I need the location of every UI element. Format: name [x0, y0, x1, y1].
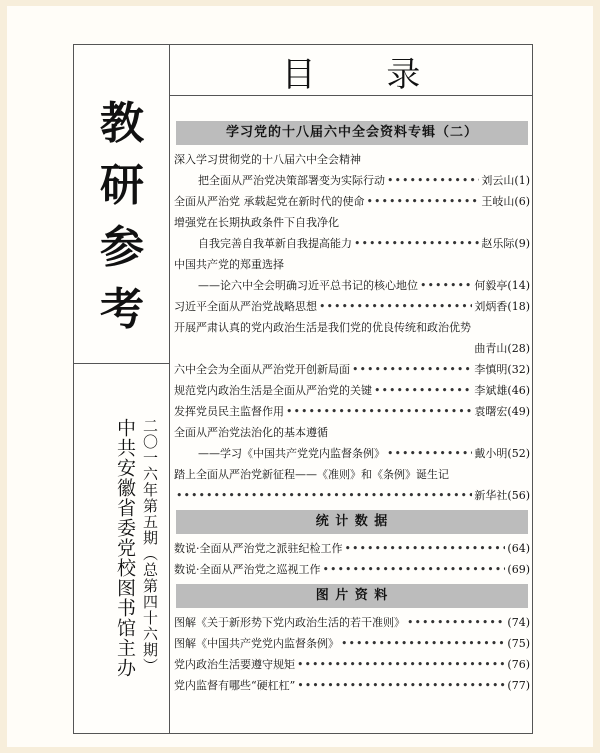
page-title: 目 录: [281, 54, 451, 95]
toc-entry-author-page: 王岐山(6): [481, 195, 530, 208]
toc-entry-text: ——论六中全会明确习近平总书记的核心地位: [198, 279, 418, 292]
toc-entry-author-page: 袁曙宏(49): [474, 405, 530, 418]
dot-leader: [176, 485, 472, 506]
toc-entry-text: 图解《中国共产党党内监督条例》: [174, 637, 339, 650]
toc-entry: [174, 401, 530, 422]
toc-entry-author-page: (64): [507, 542, 530, 555]
publisher: 中共安徽省委党校图书馆主办: [114, 418, 136, 678]
toc-entry-title: 增强党在长期执政条件下自我净化: [174, 216, 339, 229]
toc-entry-text: 党内政治生活要遵守规矩: [174, 658, 295, 671]
toc-entry-author-page: (74): [507, 616, 530, 629]
toc-entry-title: 中国共产党的郑重选择: [174, 258, 284, 271]
toc-entry-author-page: (77): [507, 679, 530, 692]
toc-entry-author-page: 何毅亭(14): [474, 279, 530, 292]
dot-leader: [319, 296, 472, 317]
toc-entry: [174, 380, 530, 401]
toc-entry-author-page: (69): [507, 563, 530, 576]
toc-entry-text: 自我完善自我革新自我提高能力: [198, 237, 352, 250]
masthead: [90, 93, 154, 341]
toc-entry-text: 图解《关于新形势下党内政治生活的若干准则》: [174, 616, 405, 629]
toc-entry: [174, 275, 530, 296]
toc-entry-author-page: 刘炳香(18): [474, 300, 530, 313]
page: [7, 6, 593, 747]
issue-info: 二〇一六年第五期（总第四十六期）: [141, 418, 159, 674]
toc-entry-author-page: 新华社(56): [474, 489, 530, 502]
dot-leader: [297, 654, 505, 675]
toc-entry: [174, 612, 530, 633]
dot-leader: [286, 401, 472, 422]
section-heading: 统 计 数 据: [176, 510, 528, 534]
toc-entry-author-page: 曲青山(28): [474, 342, 530, 355]
section-heading: 图 片 资 料: [176, 584, 528, 608]
dot-leader: [352, 359, 472, 380]
toc-entry-title: 开展严肃认真的党内政治生活是我们党的优良传统和政治优势: [174, 321, 471, 334]
toc-entry-text: 发挥党员民主监督作用: [174, 405, 284, 418]
masthead-divider: [74, 363, 169, 364]
toc-entry-text: 规范党内政治生活是全面从严治党的关键: [174, 384, 372, 397]
masthead-char: 参: [100, 222, 144, 273]
masthead-char: 考: [100, 284, 144, 335]
toc-entry-author-page: 戴小明(52): [474, 447, 530, 460]
dot-leader: [354, 233, 479, 254]
toc-entry-text: 数说·全面从严治党之派驻纪检工作: [174, 542, 343, 555]
toc-entry-author-page: 赵乐际(9): [481, 237, 530, 250]
toc-entry-text: 习近平全面从严治党战略思想: [174, 300, 317, 313]
dot-leader: [387, 443, 472, 464]
section-heading: 学习党的十八届六中全会资料专辑（二）: [176, 121, 528, 145]
masthead-char: 教: [100, 98, 144, 149]
dot-leader: [323, 559, 506, 580]
toc-entry: [174, 538, 530, 559]
dot-leader: [367, 191, 480, 212]
toc-entry-author-page: 刘云山(1): [481, 174, 530, 187]
toc-entry-title: 深入学习贯彻党的十八届六中全会精神: [174, 153, 361, 166]
toc-frame: [73, 44, 533, 734]
toc-entry: [174, 675, 530, 696]
toc-entry: [174, 359, 530, 380]
toc-entry-title: 踏上全面从严治党新征程——《准则》和《条例》诞生记: [174, 468, 449, 481]
toc-entry: [174, 633, 530, 654]
toc-entry-text: 六中全会为全面从严治党开创新局面: [174, 363, 350, 376]
dot-leader: [420, 275, 472, 296]
masthead-char: 研: [100, 160, 144, 211]
toc-entry-author-page: (76): [507, 658, 530, 671]
dot-leader: [345, 538, 506, 559]
dot-leader: [341, 633, 505, 654]
dot-leader: [387, 170, 479, 191]
toc-entry: [174, 485, 530, 506]
toc-entry-text: ——学习《中国共产党党内监督条例》: [198, 447, 385, 460]
toc-entry: [174, 170, 530, 191]
toc-entry-text: 全面从严治党 承载起党在新时代的使命: [174, 195, 365, 208]
toc-entry: [174, 443, 530, 464]
toc-entry-author-page: 李斌雄(46): [474, 384, 530, 397]
dot-leader: [374, 380, 472, 401]
toc-entry: [174, 233, 530, 254]
toc-entry: [174, 338, 530, 359]
toc-entry-title: 全面从严治党法治化的基本遵循: [174, 426, 328, 439]
dot-leader: [407, 612, 505, 633]
dot-leader: [297, 675, 505, 696]
toc-content: [174, 121, 530, 696]
toc-entry: [174, 191, 530, 212]
toc-entry-author-page: (75): [507, 637, 530, 650]
toc-entry-text: 数说·全面从严治党之巡视工作: [174, 563, 321, 576]
column-divider: [169, 45, 170, 733]
toc-entry: [174, 654, 530, 675]
toc-entry-author-page: 李慎明(32): [474, 363, 530, 376]
toc-entry-text: 把全面从严治党决策部署变为实际行动: [198, 174, 385, 187]
toc-entry: [174, 559, 530, 580]
toc-entry: [174, 296, 530, 317]
toc-entry-text: 党内监督有哪些“硬杠杠”: [174, 679, 296, 692]
